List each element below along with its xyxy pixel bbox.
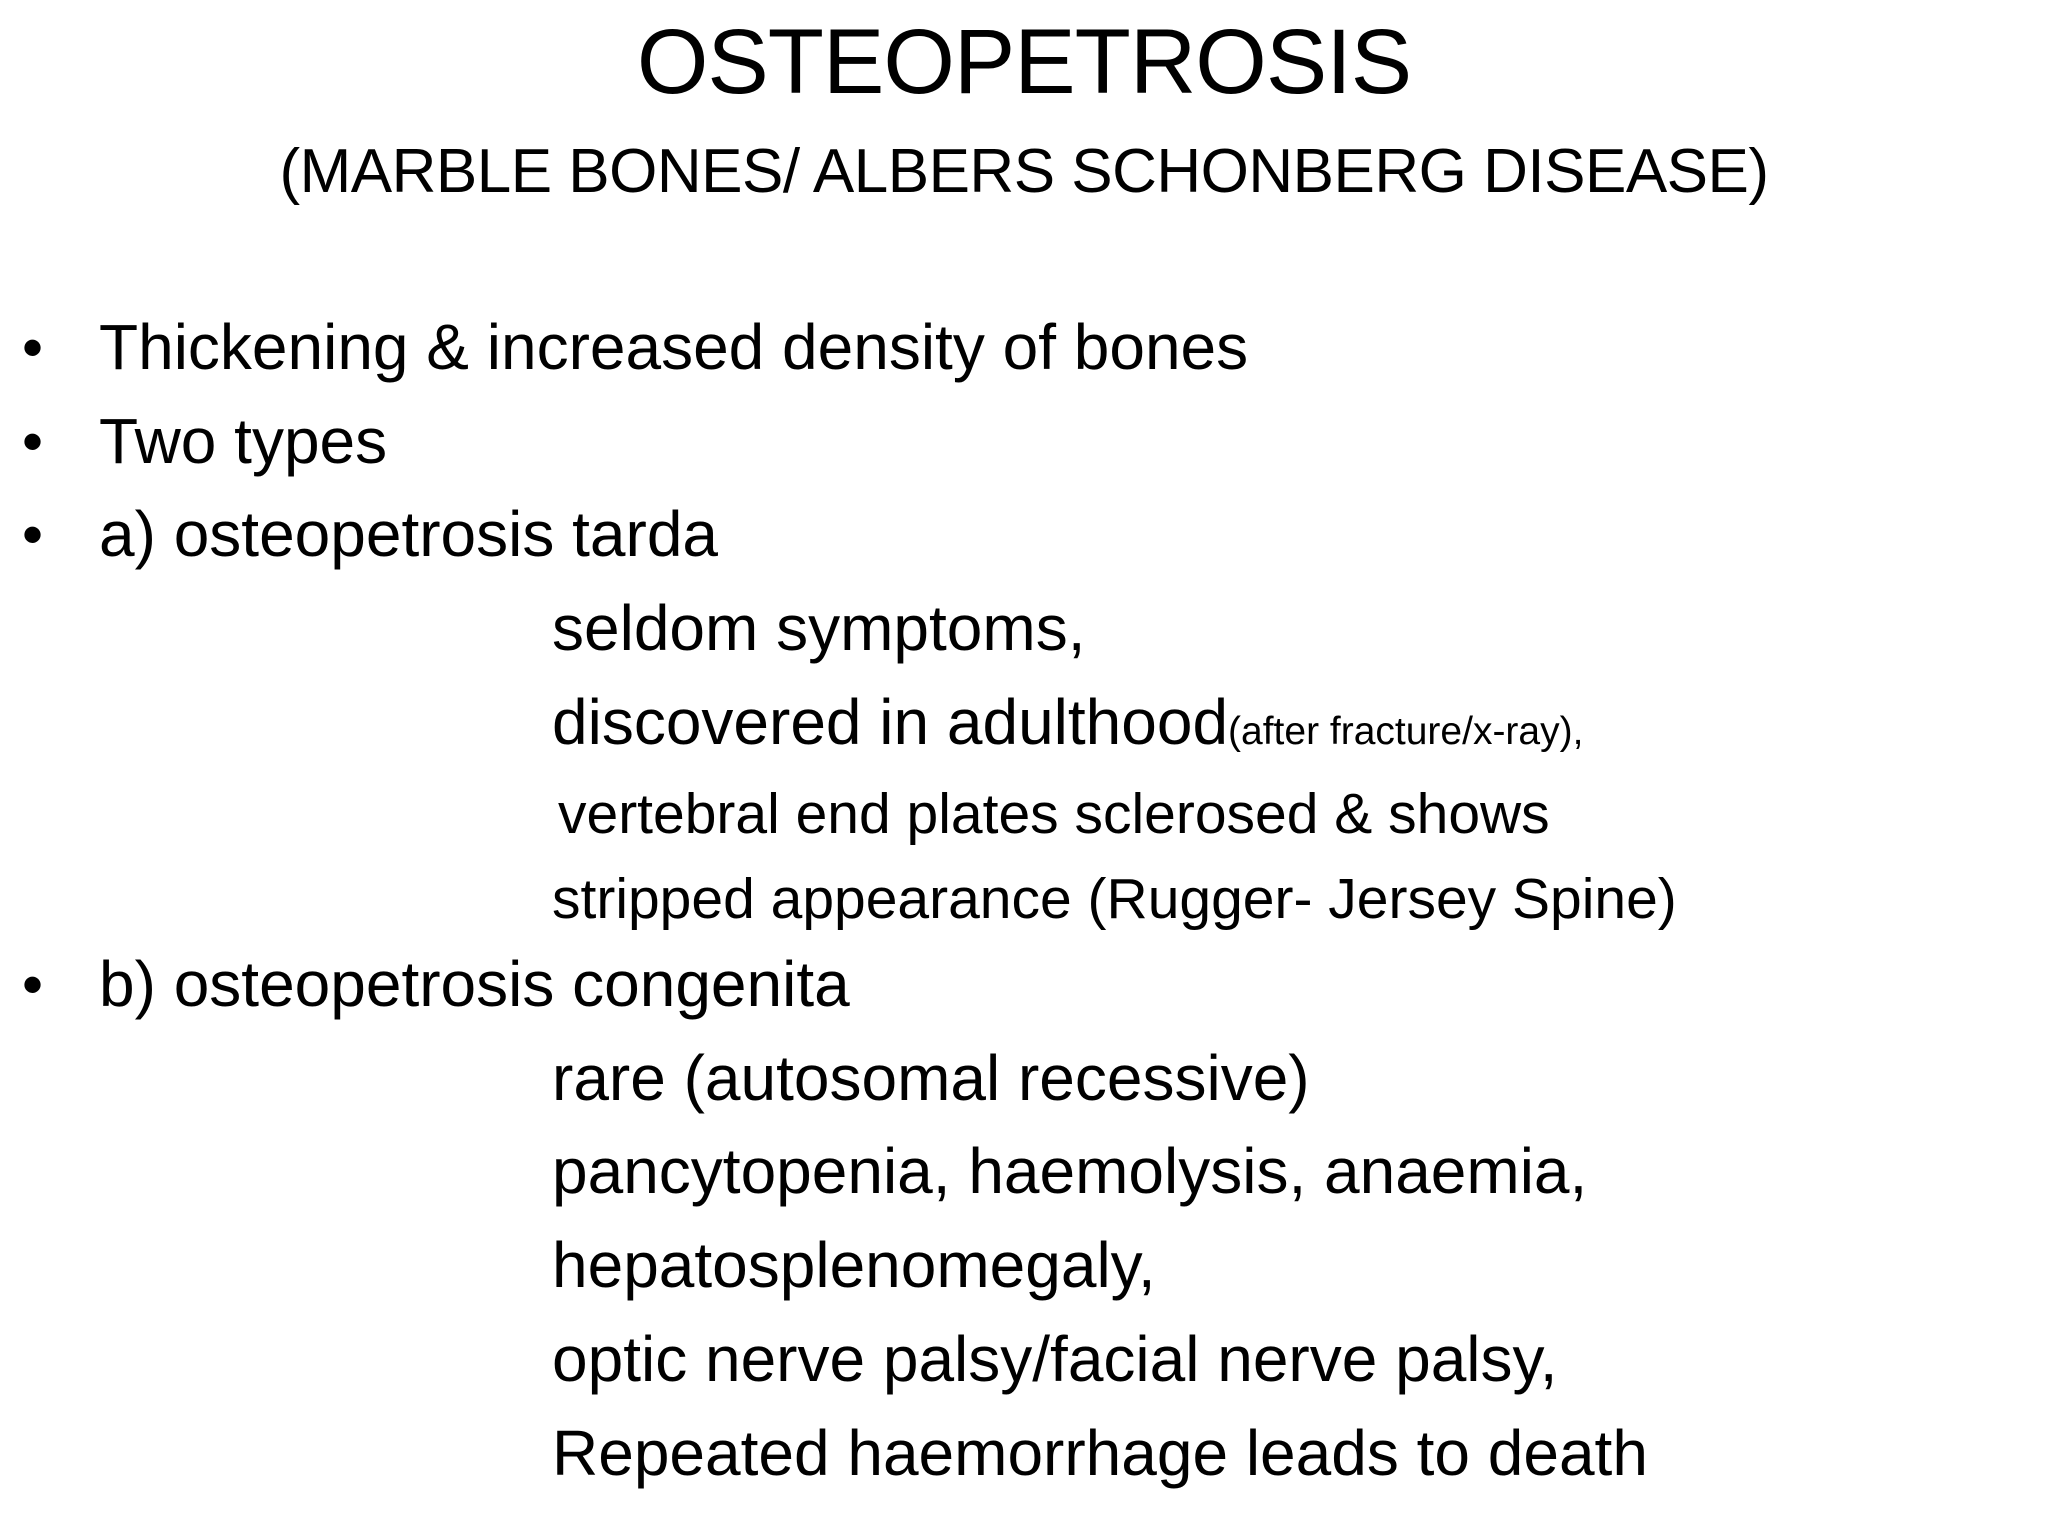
tarda-detail-line: stripped appearance (Rugger- Jersey Spine) — [552, 867, 1677, 931]
bullet-item-two-types: Two types — [99, 405, 388, 477]
bullet-item-congenita: b) osteopetrosis congenita — [99, 948, 850, 1020]
tarda-detail-line: seldom symptoms, — [552, 592, 1086, 664]
bullet-marker: • — [22, 408, 44, 475]
slide-subtitle: (MARBLE BONES/ ALBERS SCHONBERG DISEASE) — [279, 137, 1769, 206]
tarda-detail-line: vertebral end plates sclerosed & shows — [558, 782, 1550, 846]
tarda-detail-aside: (after fracture/x-ray), — [1228, 710, 1584, 753]
bullet-marker: • — [22, 951, 44, 1018]
tarda-detail-text: discovered in adulthood — [552, 686, 1229, 758]
congenita-detail-line: rare (autosomal recessive) — [552, 1042, 1310, 1114]
bullet-marker: • — [22, 314, 44, 381]
congenita-detail-line: pancytopenia, haemolysis, anaemia, — [552, 1135, 1588, 1207]
tarda-detail-line — [552, 686, 1584, 758]
slide-title: OSTEOPETROSIS — [636, 11, 1412, 113]
bullet-marker: • — [22, 501, 44, 568]
bullet-item-tarda: a) osteopetrosis tarda — [99, 498, 718, 570]
congenita-detail-line: hepatosplenomegaly, — [552, 1229, 1156, 1301]
bullet-item-thickening: Thickening & increased density of bones — [99, 311, 1249, 383]
congenita-detail-line: Repeated haemorrhage leads to death — [552, 1417, 1648, 1489]
congenita-detail-line: optic nerve palsy/facial nerve palsy, — [552, 1323, 1558, 1395]
